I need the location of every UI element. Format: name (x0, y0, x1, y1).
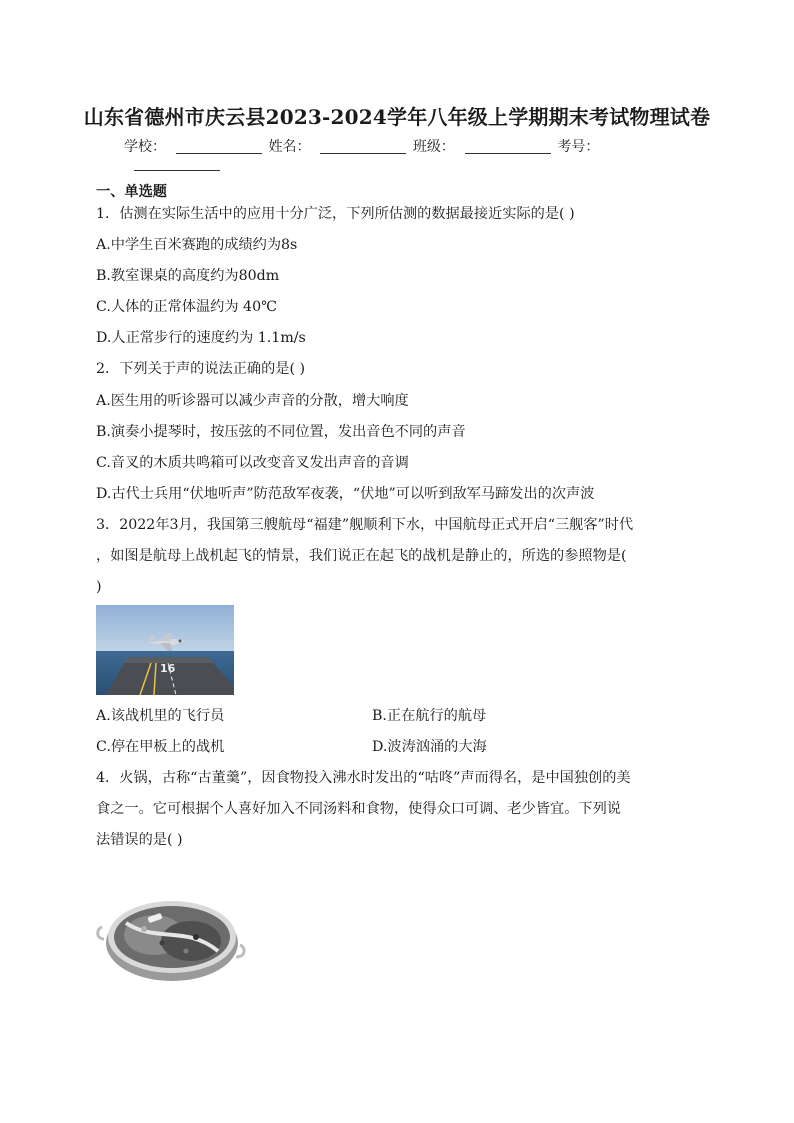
q1-option-b: B.教室课桌的高度约为80dm (96, 268, 280, 284)
q1-option-a: A.中学生百米赛跑的成绩约为8s (96, 237, 298, 253)
exam-number-blank[interactable] (134, 156, 220, 171)
hotpot-illustration (96, 885, 246, 985)
q1-stem: 1．估测在实际生活中的应用十分广泛，下列所估测的数据最接近实际的是( ) (96, 206, 575, 222)
q3-option-d: D.波涛汹涌的大海 (372, 739, 487, 755)
school-blank[interactable] (176, 139, 262, 154)
name-blank[interactable] (320, 139, 406, 154)
exam-title: 山东省德州市庆云县2023-2024学年八年级上学期期末考试物理试卷 (83, 105, 711, 129)
q1-option-c: C.人体的正常体温约为 40℃ (96, 299, 277, 315)
q3-stem-line-3: ) (96, 579, 102, 595)
hotpot-image (96, 885, 246, 985)
class-label: 班级： (412, 139, 455, 155)
exam-number-label: 考号： (557, 139, 600, 155)
class-blank[interactable] (465, 139, 551, 154)
q3-stem-line-1: 3．2022年3月，我国第三艘航母“福建”舰顺利下水，中国航母正式开启“三舰客”时代 (96, 517, 634, 533)
q4-stem-line-2: 食之一。它可根据个人喜好加入不同汤料和食物，使得众口可调、老少皆宜。下列说 (96, 801, 621, 817)
q4-stem-line-1: 4．火锅，古称“古董羹”，因食物投入沸水时发出的“咕咚”声而得名，是中国独创的美 (96, 770, 631, 786)
q2-option-d: D.古代士兵用“伏地听声”防范敌军夜袭，“伏地”可以听到敌军马蹄发出的次声波 (96, 486, 595, 502)
section-heading: 一、单选题 (96, 184, 167, 200)
name-label: 姓名： (268, 139, 311, 155)
q1-option-d: D.人正常步行的速度约为 1.1m/s (96, 330, 306, 346)
school-label: 学校： (124, 139, 166, 155)
q2-option-c: C.音叉的木质共鸣箱可以改变音叉发出声音的音调 (96, 455, 409, 471)
q2-option-b: B.演奏小提琴时，按压弦的不同位置，发出音色不同的声音 (96, 424, 466, 440)
q2-option-a: A.医生用的听诊器可以减少声音的分散，增大响度 (96, 393, 409, 409)
q3-option-c: C.停在甲板上的战机 (96, 739, 225, 755)
deck-number: 16 (160, 662, 176, 675)
q3-stem-line-2: ，如图是航母上战机起飞的情景，我们说正在起飞的战机是静止的，所选的参照物是( (96, 548, 627, 564)
q3-option-a: A.该战机里的飞行员 (96, 708, 225, 724)
q3-option-b: B.正在航行的航母 (372, 708, 487, 724)
fighter-jet-takeoff-image (96, 605, 234, 695)
student-info-row (124, 136, 684, 172)
q2-stem: 2．下列关于声的说法正确的是( ) (96, 361, 306, 377)
q4-stem-line-3: 法错误的是( ) (96, 832, 183, 848)
carrier-deck-illustration (96, 605, 234, 695)
